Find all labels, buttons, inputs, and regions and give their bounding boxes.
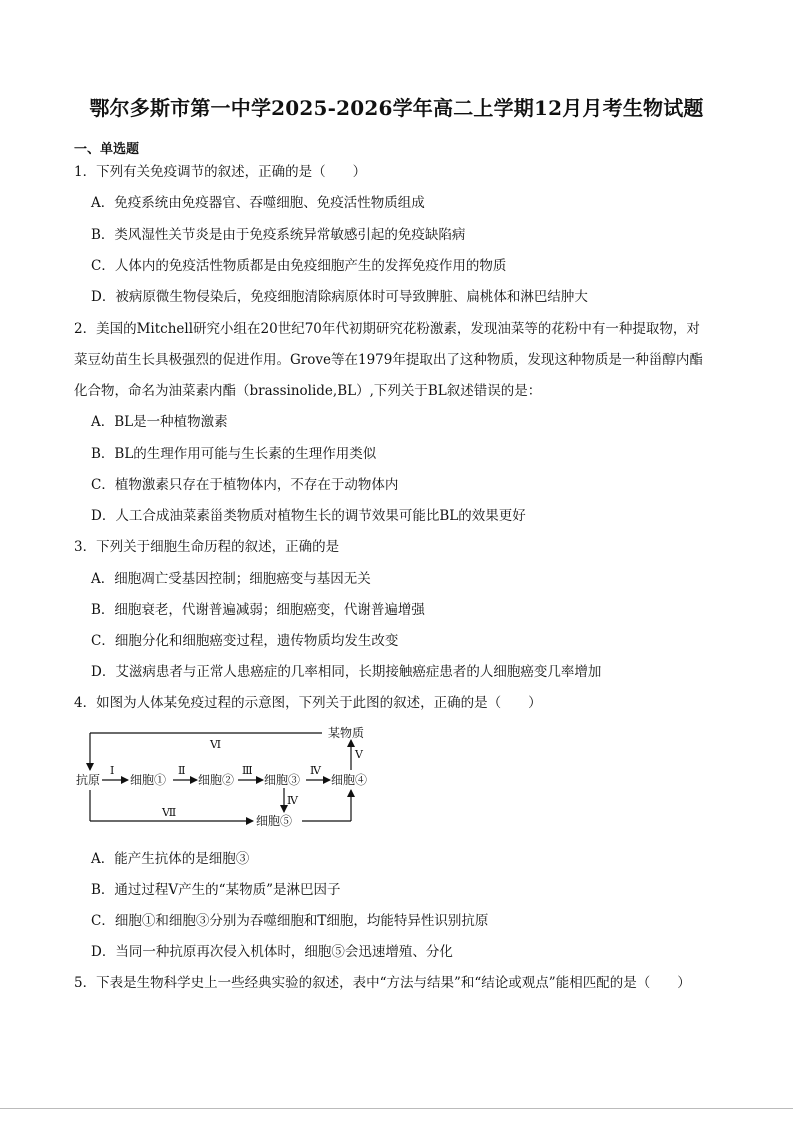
question-5-stem: 5．下表是生物科学史上一些经典实验的叙述，表中“方法与结果”和“结论或观点”能相匹配的是（ ） (74, 975, 691, 991)
node-cell-3: 细胞③ (264, 773, 301, 787)
question-2-option-b: B．BL的生理作用可能与生长素的生理作用类似 (91, 446, 377, 462)
label-v: Ⅴ (355, 748, 363, 761)
question-1-option-d: D．被病原微生物侵染后，免疫细胞清除病原体时可导致脾脏、扁桃体和淋巴结肿大 (91, 289, 588, 305)
node-antigen: 抗原 (76, 773, 101, 787)
node-cell-1: 细胞① (130, 773, 167, 787)
label-iv-down: Ⅳ (287, 794, 298, 807)
section-heading: 一、单选题 (74, 142, 140, 157)
label-iii: Ⅲ (242, 764, 253, 777)
question-4-option-c: C．细胞①和细胞③分别为吞噬细胞和T细胞，均能特异性识别抗原 (91, 913, 489, 929)
question-2-option-a: A．BL是一种植物激素 (91, 414, 228, 430)
question-1-option-a: A．免疫系统由免疫器官、吞噬细胞、免疫活性物质组成 (91, 195, 425, 211)
question-2-option-d: D．人工合成油菜素甾类物质对植物生长的调节效果可能比BL的效果更好 (91, 508, 526, 524)
question-3-option-d: D．艾滋病患者与正常人患癌症的几率相同，长期接触癌症患者的人细胞癌变几率增加 (91, 664, 602, 680)
immune-process-diagram (70, 718, 400, 836)
question-2-stem-line-1: 2．美国的Mitchell研究小组在20世纪70年代初期研究花粉激素，发现油菜等的花粉中有一种提取物，对 (74, 321, 700, 337)
question-2-option-c: C．植物激素只存在于植物体内，不存在于动物体内 (91, 477, 399, 493)
question-4-stem: 4．如图为人体某免疫过程的示意图，下列关于此图的叙述，正确的是（ ） (74, 695, 542, 711)
question-3-option-c: C．细胞分化和细胞癌变过程，遗传物质均发生改变 (91, 633, 399, 649)
label-vii: Ⅶ (162, 806, 177, 819)
node-substance: 某物质 (328, 726, 365, 740)
question-4-option-a: A．能产生抗体的是细胞③ (91, 851, 250, 867)
question-3-option-a: A．细胞凋亡受基因控制；细胞癌变与基因无关 (91, 571, 371, 587)
question-2-stem-line-2: 菜豆幼苗生长具极强烈的促进作用。Grove等在1979年提取出了这种物质，发现这种物质是一种甾醇内酯 (74, 352, 703, 368)
question-4-option-d: D．当同一种抗原再次侵入机体时，细胞⑤会迅速增殖、分化 (91, 944, 453, 960)
node-cell-2: 细胞② (198, 773, 235, 787)
label-ii: Ⅱ (178, 764, 186, 777)
question-1-option-c: C．人体内的免疫活性物质都是由免疫细胞产生的发挥免疫作用的物质 (91, 258, 507, 274)
label-iv-right: Ⅳ (310, 764, 321, 777)
question-1-stem: 1．下列有关免疫调节的叙述，正确的是（ ） (74, 164, 367, 180)
question-1-option-b: B．类风湿性关节炎是由于免疫系统异常敏感引起的免疫缺陷病 (91, 227, 466, 243)
question-2-stem-line-3: 化合物，命名为油菜素内酯（brassinolide,BL）,下列关于BL叙述错误的是： (74, 383, 542, 399)
label-vi: Ⅵ (210, 738, 222, 751)
node-cell-5: 细胞⑤ (256, 814, 293, 828)
label-i: Ⅰ (110, 764, 115, 777)
question-3-stem: 3．下列关于细胞生命历程的叙述，正确的是 (74, 539, 340, 555)
question-3-option-b: B．细胞衰老，代谢普遍减弱；细胞癌变，代谢普遍增强 (91, 602, 425, 618)
question-4-option-b: B．通过过程Ⅴ产生的“某物质”是淋巴因子 (91, 882, 341, 898)
page-bottom-divider (0, 1108, 793, 1109)
node-cell-4: 细胞④ (331, 773, 368, 787)
page-title: 鄂尔多斯市第一中学2025-2026学年高二上学期12月月考生物试题 (89, 96, 704, 120)
